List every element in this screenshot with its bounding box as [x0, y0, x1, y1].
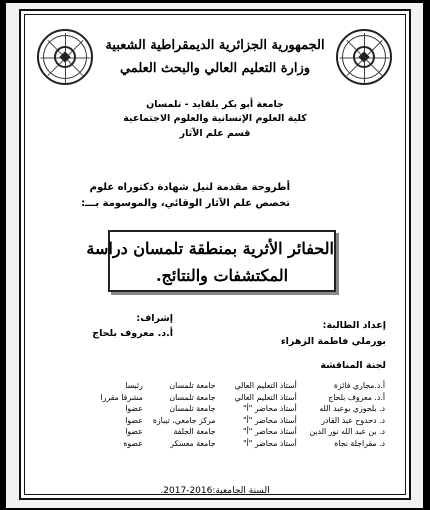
- member-institution: جامعة تلمسان: [169, 404, 216, 414]
- member-role: عضوة: [123, 438, 143, 448]
- committee-row: [86, 415, 386, 427]
- university-seal-right: [336, 29, 392, 85]
- committee-row: [86, 438, 386, 450]
- member-role: عضوا: [125, 415, 143, 425]
- thesis-title-line-2: المكتشفات والنتائج.: [155, 266, 289, 285]
- seal-emblem-icon: [353, 46, 375, 68]
- ministry-heading: وزارة التعليم العالي والبحث العلمي: [119, 61, 311, 76]
- committee-row: [86, 392, 386, 404]
- member-name: د. بلجوزي بوعبد الله: [319, 404, 385, 414]
- department-name: قسم علم الآثار: [179, 128, 251, 139]
- member-institution: جامعة تلمسان: [169, 392, 216, 402]
- committee-row: [86, 403, 386, 415]
- faculty-name: كلية العلوم الإنسانية والعلوم الاجتماعية: [123, 113, 307, 124]
- committee-row: [86, 426, 386, 438]
- member-rank: أستاذ محاضر "أ": [243, 404, 297, 414]
- committee-table-body: [86, 380, 386, 449]
- student-name: بورملي فاطمة الزهراء: [280, 336, 386, 347]
- member-role: عضوا: [125, 404, 143, 414]
- student-label: إعداد الطالبة:: [322, 320, 386, 331]
- supervisor-name: أ.د. معروف بلحاج: [92, 328, 173, 339]
- member-institution: مركز جامعي، تيبازة: [152, 415, 216, 425]
- committee-row: [86, 380, 386, 392]
- member-name: د. دحدوح عبد القادر: [321, 415, 385, 425]
- member-rank: أستاذ محاضر "أ": [243, 415, 297, 425]
- thesis-specialty: تخصص علم الآثار الوقائي، والموسومة بـــ:: [81, 198, 290, 209]
- supervisor-label: إشراف:: [136, 313, 173, 324]
- member-rank: أستاذ التعليم العالي: [234, 381, 297, 391]
- member-role: رئيسا: [125, 381, 143, 391]
- member-rank: أستاذ التعليم العالي: [234, 392, 297, 402]
- committee-table: [86, 380, 386, 449]
- member-name: د. بن عبد الله نور الدين: [309, 427, 385, 437]
- republic-heading: الجمهورية الجزائرية الديمقراطية الشعبية: [105, 38, 325, 53]
- member-name: د. مقراجلة نجاة: [334, 438, 385, 448]
- member-name: أ.د. معروف بلحاج: [328, 392, 385, 402]
- thesis-intro: أطروحة مقدمة لنيل شهادة دكتوراه علوم: [89, 182, 290, 193]
- member-rank: أستاذ محاضر "أ": [243, 438, 297, 448]
- member-institution: جامعة الجلفة: [173, 427, 216, 437]
- university-name: جامعة أبو بكر بلقايد - تلمسان: [146, 99, 284, 110]
- university-seal-left: [37, 29, 93, 85]
- thesis-title-box: [86, 230, 336, 292]
- member-institution: جامعة تلمسان: [169, 381, 216, 391]
- academic-year: السنة الجامعية:2016-2017.: [160, 486, 270, 496]
- thesis-title-line-1: الحفائر الأثرية بمنطقة تلمسان دراسة: [86, 239, 334, 258]
- member-institution: جامعة معسكر: [170, 438, 216, 448]
- member-name: أ.د.مجاري فائزة: [333, 381, 385, 391]
- member-role: مشرفا مقررا: [100, 392, 143, 402]
- member-role: عضوا: [125, 427, 143, 437]
- seal-emblem-icon: [54, 46, 76, 68]
- member-rank: أستاذ محاضر "أ": [243, 427, 297, 437]
- committee-heading: لجنة المناقشة: [320, 360, 386, 371]
